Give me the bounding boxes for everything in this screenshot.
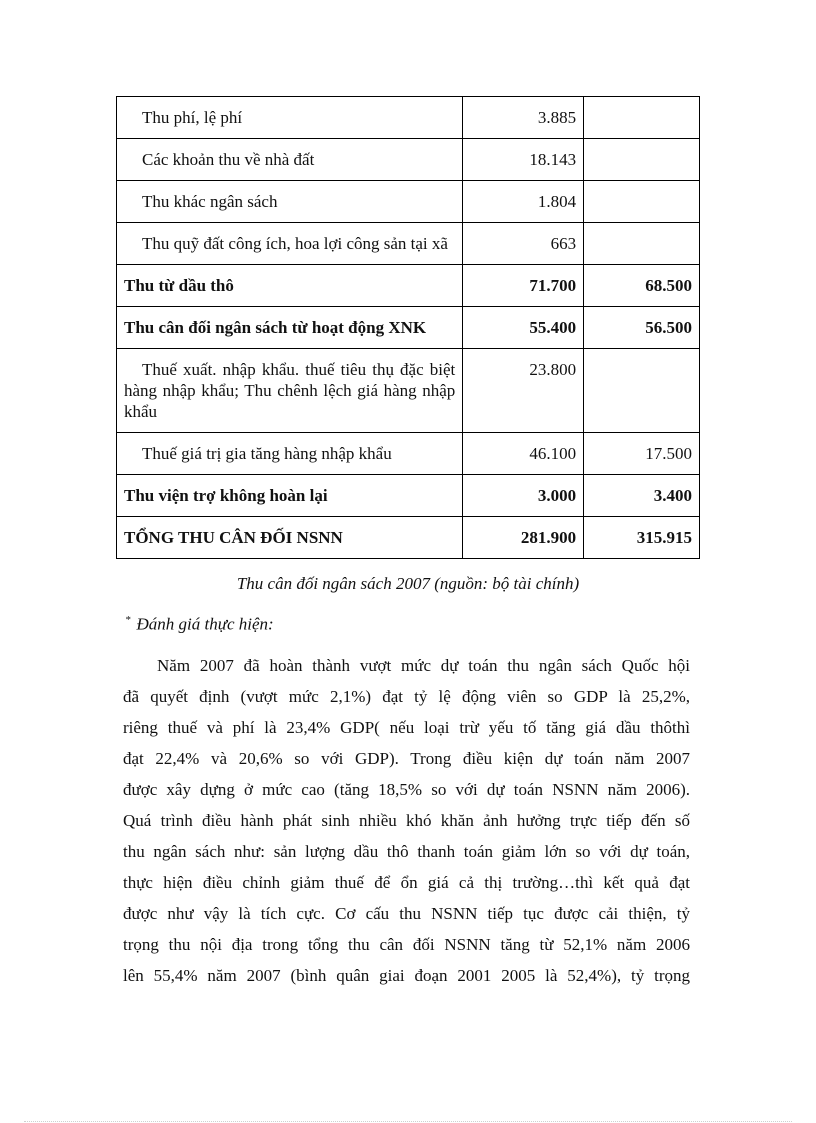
row-label-cell: Thu từ dầu thô (117, 265, 463, 307)
value-2007-cell: 3.000 (463, 475, 584, 517)
table-row (117, 181, 700, 223)
value-2008-cell: 56.500 (584, 307, 700, 349)
value-2007-cell: 55.400 (463, 307, 584, 349)
value-2007-cell: 71.700 (463, 265, 584, 307)
row-label-cell: Thu viện trợ không hoàn lại (117, 475, 463, 517)
table-row (117, 307, 700, 349)
row-label-cell: TỔNG THU CÂN ĐỐI NSNN (117, 517, 463, 559)
row-label-cell: Thuế giá trị gia tăng hàng nhập khẩu (117, 433, 463, 475)
paragraph-line: đạt 22,4% và 20,6% so với GDP). Trong điều kiện dự toán năm 2007 (123, 749, 690, 768)
value-2007-cell: 46.100 (463, 433, 584, 475)
paragraph-line: riêng thuế và phí là 23,4% GDP( nếu loại trừ yếu tố tăng giá dầu thôthì (123, 718, 690, 737)
paragraph-line: thu ngân sách như: sản lượng dầu thô thanh toán giảm lớn so với dự toán, (123, 842, 690, 861)
table-row (117, 265, 700, 307)
value-2008-cell (584, 349, 700, 433)
row-label-cell: Thu quỹ đất công ích, hoa lợi công sản tại xã (117, 223, 463, 265)
table-caption: Thu cân đối ngân sách 2007 (nguồn: bộ tài chính) (236, 574, 580, 593)
value-2008-cell: 315.915 (584, 517, 700, 559)
table-row (117, 517, 700, 559)
value-2008-cell (584, 97, 700, 139)
body-paragraph (123, 650, 690, 991)
paragraph-line: lên 55,4% năm 2007 (bình quân giai đoạn 2001 2005 là 52,4%), tỷ trọng (123, 966, 690, 985)
value-2007-cell: 1.804 (463, 181, 584, 223)
table-row (117, 349, 700, 433)
value-2007-cell: 23.800 (463, 349, 584, 433)
row-label-cell: Thu phí, lệ phí (117, 97, 463, 139)
row-label-cell: Thuế xuất. nhập khẩu. thuế tiêu thụ đặc biệt hàng nhập khẩu; Thu chênh lệch giá hàng nhập khẩu (117, 349, 463, 433)
table-row (117, 97, 700, 139)
paragraph-line: trọng thu nội địa trong tổng thu cân đối NSNN tăng từ 52,1% năm 2006 (123, 935, 690, 954)
page-bottom-divider (24, 1121, 792, 1122)
row-label-cell: Thu cân đối ngân sách từ hoạt động XNK (117, 307, 463, 349)
section-heading-text: Đánh giá thực hiện: (136, 614, 274, 634)
paragraph-line: Năm 2007 đã hoàn thành vượt mức dự toán thu ngân sách Quốc hội (157, 656, 690, 675)
paragraph-line: được xây dựng ở mức cao (tăng 18,5% so với dự toán NSNN năm 2006). (123, 780, 690, 799)
value-2007-cell: 281.900 (463, 517, 584, 559)
table-row (117, 433, 700, 475)
section-heading (125, 614, 274, 635)
value-2008-cell: 3.400 (584, 475, 700, 517)
paragraph-line: được như vậy là tích cực. Cơ cấu thu NSNN tiếp tục được cải thiện, tỷ (123, 904, 690, 923)
table-row (117, 475, 700, 517)
value-2008-cell (584, 139, 700, 181)
paragraph-line: Quá trình điều hành phát sinh nhiều khó khăn ảnh hưởng trực tiếp đến số (123, 811, 690, 830)
budget-revenue-table (116, 96, 700, 559)
value-2008-cell (584, 223, 700, 265)
row-label-cell: Thu khác ngân sách (117, 181, 463, 223)
value-2008-cell: 68.500 (584, 265, 700, 307)
row-label-cell: Các khoản thu về nhà đất (117, 139, 463, 181)
paragraph-line: thực hiện điều chỉnh giảm thuế để ổn giá cả thị trường…thì kết quả đạt (123, 873, 690, 892)
table-row (117, 223, 700, 265)
bullet-star-icon: * (125, 614, 131, 626)
value-2007-cell: 18.143 (463, 139, 584, 181)
value-2008-cell (584, 181, 700, 223)
value-2007-cell: 663 (463, 223, 584, 265)
table-body (117, 97, 700, 559)
paragraph-line: đã quyết định (vượt mức 2,1%) đạt tỷ lệ động viên so GDP là 25,2%, (123, 687, 690, 706)
value-2008-cell: 17.500 (584, 433, 700, 475)
value-2007-cell: 3.885 (463, 97, 584, 139)
table-row (117, 139, 700, 181)
